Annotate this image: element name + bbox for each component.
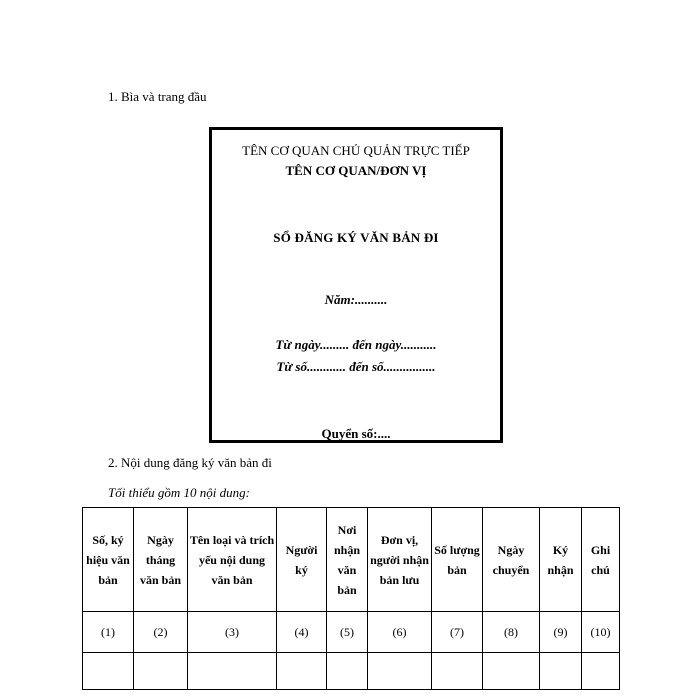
- column-number: (4): [277, 612, 327, 653]
- column-number: (8): [483, 612, 540, 653]
- empty-entry-row: [83, 653, 620, 690]
- empty-cell: [483, 653, 540, 690]
- empty-cell: [368, 653, 432, 690]
- column-number: (7): [432, 612, 483, 653]
- minimum-content-note: Tối thiểu gồm 10 nội dung:: [108, 485, 250, 500]
- column-number: (2): [134, 612, 188, 653]
- column-number: (6): [368, 612, 432, 653]
- register-cover-page: [209, 127, 503, 443]
- cover-agency-name: TÊN CƠ QUAN/ĐƠN VỊ: [285, 163, 427, 178]
- cover-book-number: Quyển số:....: [321, 426, 391, 441]
- header-signer: Người ký: [277, 508, 327, 612]
- empty-cell: [540, 653, 582, 690]
- header-document-date: Ngày tháng văn bản: [134, 508, 188, 612]
- empty-cell: [432, 653, 483, 690]
- column-number: (1): [83, 612, 134, 653]
- header-document-number: Số, ký hiệu văn bản: [83, 508, 134, 612]
- cover-date-range: Từ ngày......... đến ngày...........: [275, 337, 437, 352]
- empty-cell: [134, 653, 188, 690]
- header-receipt-signature: Ký nhận: [540, 508, 582, 612]
- column-number-row: [83, 612, 620, 653]
- cover-number-range: Từ số............ đến số................: [276, 359, 436, 374]
- section-2-heading: 2. Nội dung đăng ký văn bản đi: [108, 455, 272, 470]
- header-type-and-summary: Tên loại và trích yếu nội dung văn bản: [188, 508, 277, 612]
- cover-parent-agency: TÊN CƠ QUAN CHỦ QUẢN TRỰC TIẾP: [242, 143, 470, 158]
- empty-cell: [582, 653, 620, 690]
- empty-cell: [188, 653, 277, 690]
- cover-register-title: SỔ ĐĂNG KÝ VĂN BẢN ĐI: [273, 230, 439, 245]
- outgoing-document-register-table: [82, 507, 620, 690]
- table-header-row: [83, 508, 620, 612]
- header-archive-unit: Đơn vị, người nhận bản lưu: [368, 508, 432, 612]
- header-transfer-date: Ngày chuyển: [483, 508, 540, 612]
- header-recipients: Nơi nhận văn bản: [327, 508, 368, 612]
- empty-cell: [277, 653, 327, 690]
- header-copies: Số lượng bản: [432, 508, 483, 612]
- column-number: (10): [582, 612, 620, 653]
- header-notes: Ghi chú: [582, 508, 620, 612]
- empty-cell: [327, 653, 368, 690]
- section-1-heading: 1. Bìa và trang đầu: [108, 89, 207, 104]
- empty-cell: [83, 653, 134, 690]
- cover-year: Năm:..........: [324, 292, 388, 307]
- column-number: (9): [540, 612, 582, 653]
- column-number: (5): [327, 612, 368, 653]
- column-number: (3): [188, 612, 277, 653]
